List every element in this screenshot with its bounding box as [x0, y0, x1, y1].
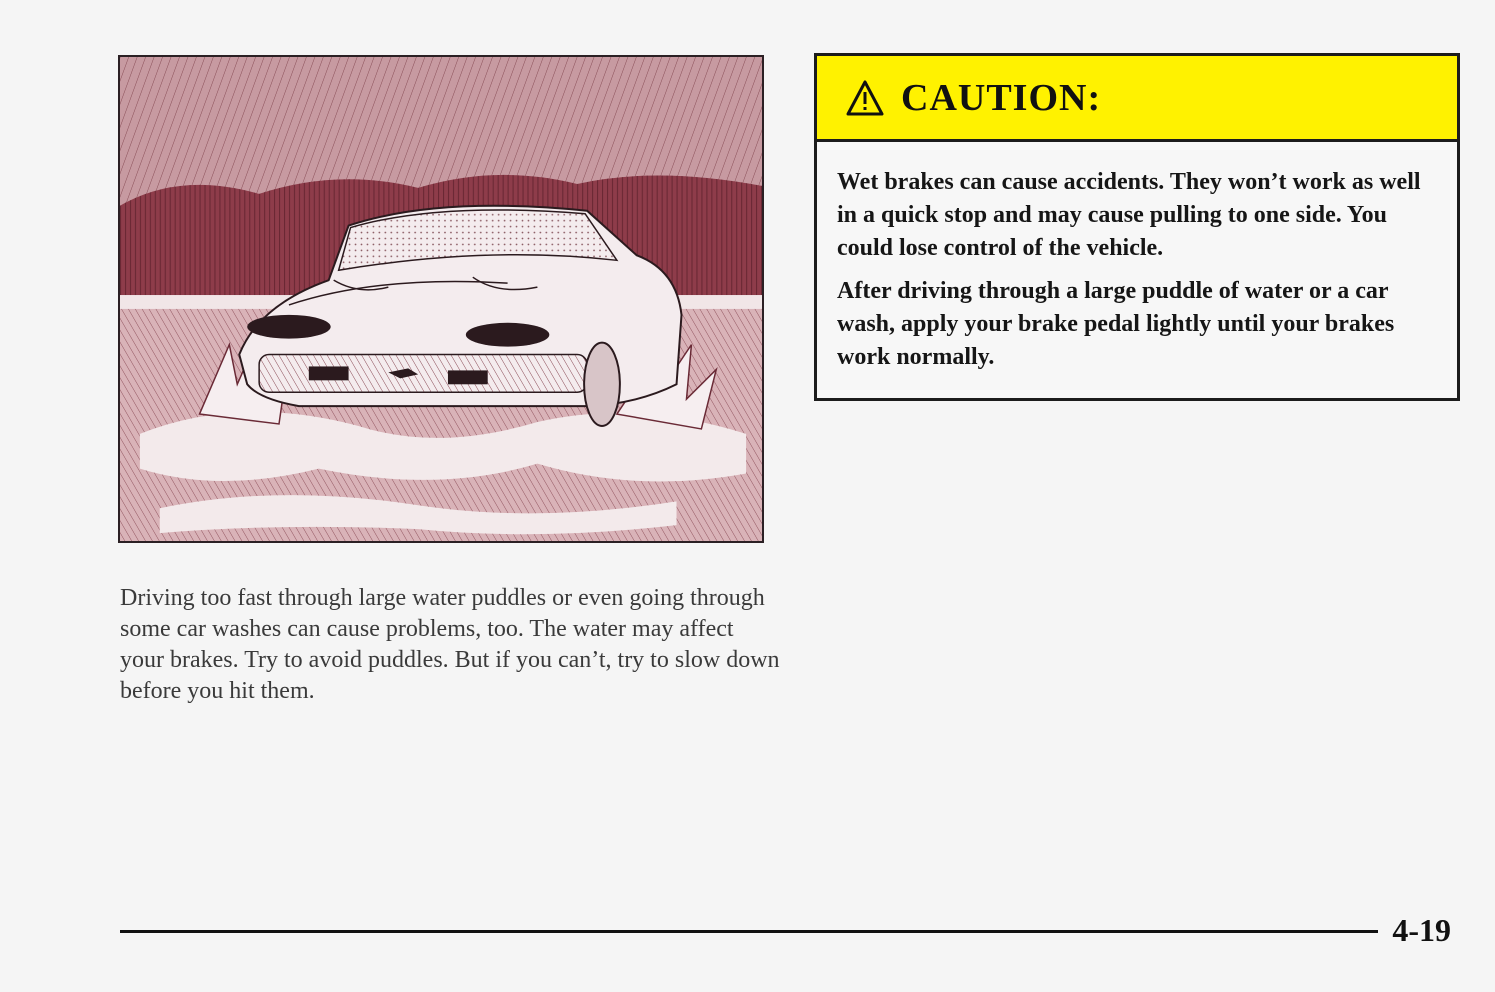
caution-box [814, 53, 1460, 401]
footer-rule [120, 930, 1378, 933]
caution-header [817, 56, 1457, 142]
car-water-illustration [118, 55, 764, 543]
caution-body [817, 142, 1457, 374]
car-in-puddle-image [120, 57, 762, 541]
caution-title: CAUTION: [901, 76, 1102, 119]
page-number: 4-19 [1392, 912, 1451, 948]
caution-paragraph: Wet brakes can cause accidents. They won’t work as well in a quick stop and may cause pulling to one side. You could lose control of the vehicle. [837, 169, 1421, 261]
caution-paragraph: After driving through a large puddle of water or a car wash, apply your brake pedal lightly until your brakes work normally. [837, 278, 1395, 370]
warning-triangle-icon [845, 79, 885, 117]
body-paragraph: Driving too fast through large water puddles or even going through some car washes can cause problems, too. The water may affect your brakes. Try to avoid puddles. But if you can’t, try to slow down before you hit them. [120, 585, 780, 704]
